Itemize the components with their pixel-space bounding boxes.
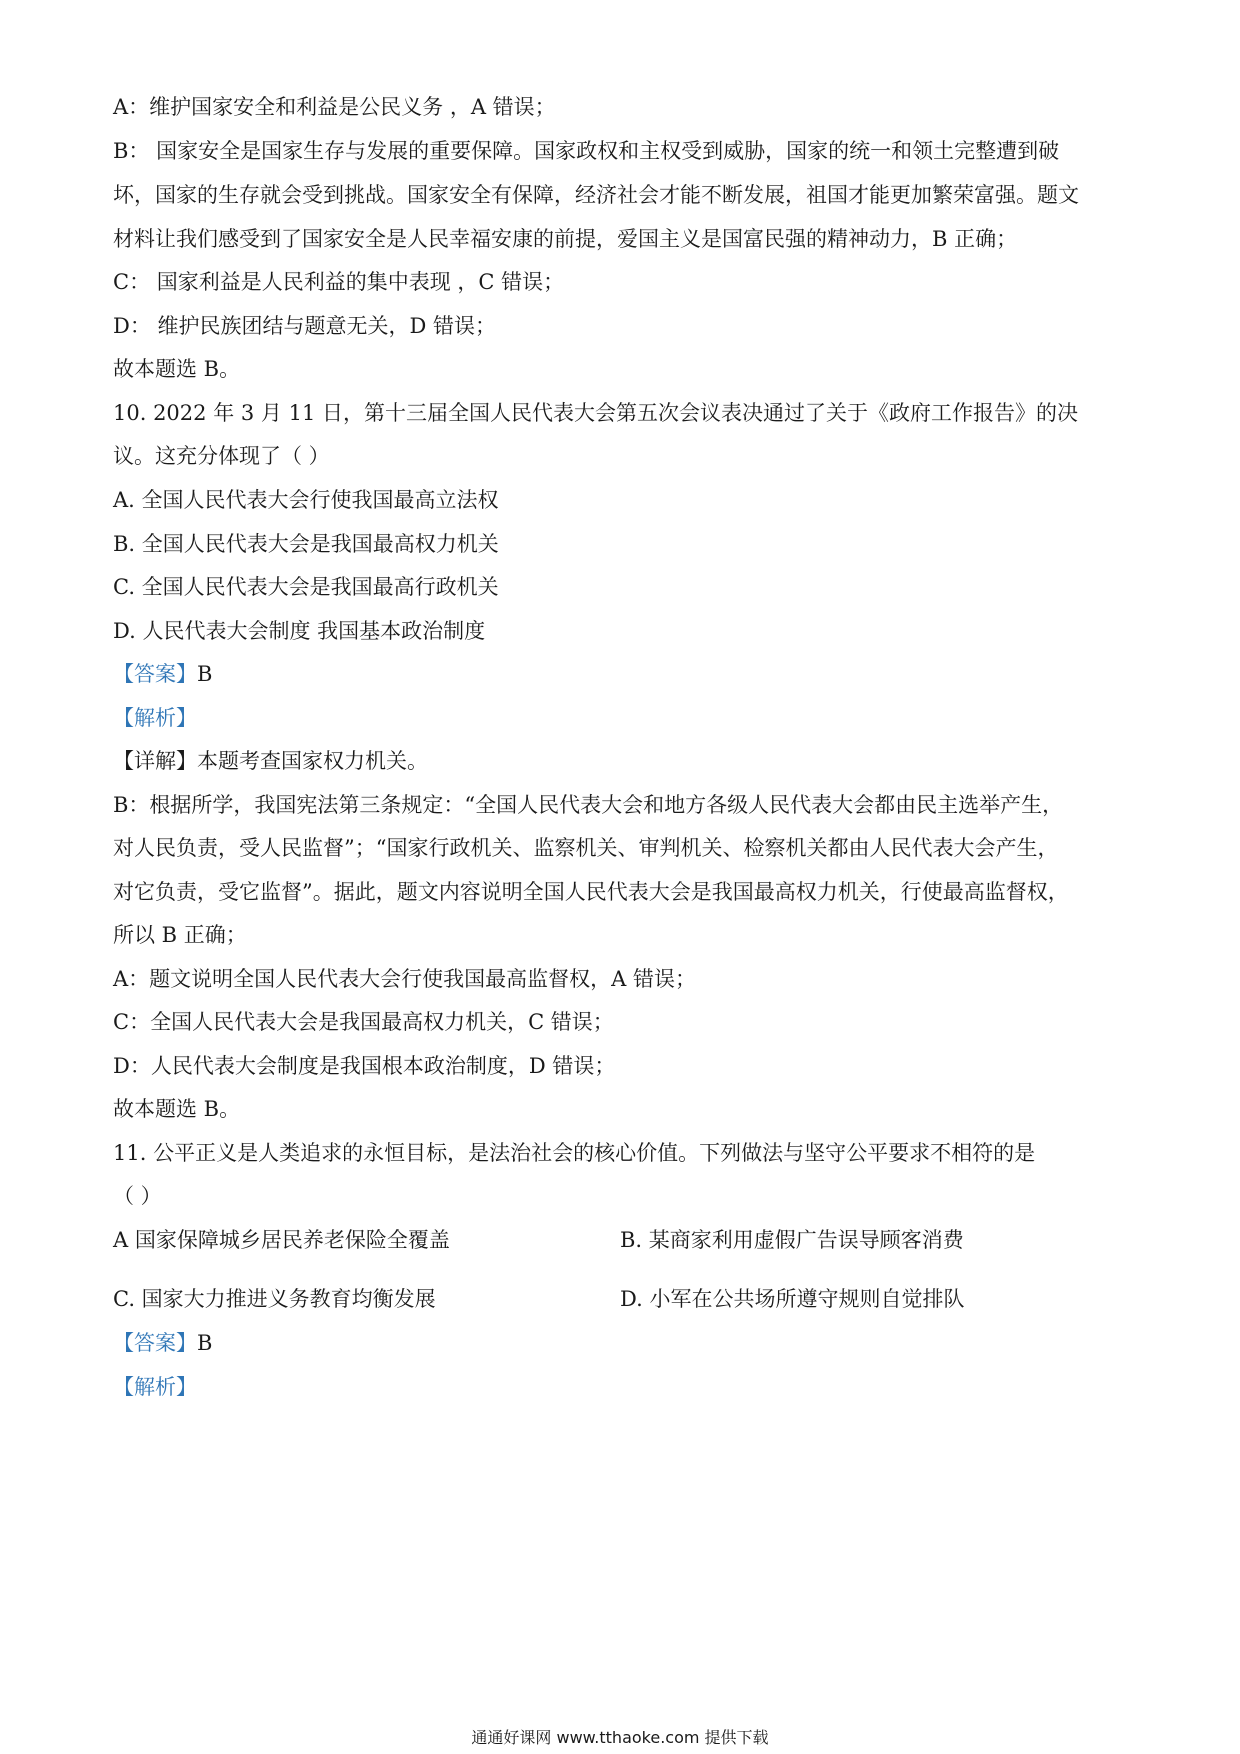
- q10-explanation-b-line4: 所以 B 正确；: [113, 923, 247, 947]
- q11-option-b: B. 某商家利用虚假广告误导顾客消费: [620, 1228, 964, 1252]
- q9-option-b-explanation-line2: 坏，国家的生存就会受到挑战。国家安全有保障，经济社会才能不断发展，祖国才能更加繁荣富强。题文: [113, 183, 1079, 207]
- q10-option-d: D. 人民代表大会制度 我国基本政治制度: [113, 619, 486, 643]
- q9-option-d-explanation: D： 维护民族团结与题意无关，D 错误；: [113, 314, 497, 338]
- q10-explanation-a: A：题文说明全国人民代表大会行使我国最高监督权，A 错误；: [113, 967, 697, 991]
- q11-answer: [113, 1328, 1133, 1358]
- q10-analysis-heading: [113, 703, 1133, 733]
- q10-stem-line2: 议。这充分体现了（ ）: [113, 444, 330, 468]
- q10-explanation-d: D：人民代表大会制度是我国根本政治制度，D 错误；: [113, 1054, 616, 1078]
- q9-option-b-explanation-line3: 材料让我们感受到了国家安全是人民幸福安康的前提，爱国主义是国富民强的精神动力，B 正确；: [113, 227, 1018, 251]
- page-footer: 通通好课网 www.tthaoke.com 提供下载: [471, 1728, 769, 1747]
- answer-value: B: [197, 1331, 213, 1355]
- q10-explanation-b-line2: 对人民负责，受人民监督”；“国家行政机关、监察机关、审判机关、检察机关都由人民代表大会产生，: [113, 836, 1059, 860]
- answer-label: 【答案】: [113, 1331, 197, 1355]
- q10-option-a: A. 全国人民代表大会行使我国最高立法权: [113, 488, 499, 512]
- answer-label: 【答案】: [113, 662, 197, 686]
- q11-option-c: C. 国家大力推进义务教育均衡发展: [113, 1287, 436, 1311]
- detail-text: 本题考查国家权力机关。: [197, 749, 428, 773]
- detail-label: 【详解】: [113, 749, 197, 773]
- q10-explanation-c: C：全国人民代表大会是我国最高权力机关，C 错误；: [113, 1010, 614, 1034]
- q10-option-c: C. 全国人民代表大会是我国最高行政机关: [113, 575, 499, 599]
- q11-stem-line1: 11. 公平正义是人类追求的永恒目标，是法治社会的核心价值。下列做法与坚守公平要求不相符的是: [113, 1141, 1036, 1165]
- q9-option-a-explanation: A：维护国家安全和利益是公民义务 ，A 错误；: [113, 95, 556, 119]
- q10-explanation-b-line1: B：根据所学，我国宪法第三条规定：“全国人民代表大会和地方各级人民代表大会都由民主选举产生，: [113, 793, 1064, 817]
- q11-option-d: D. 小军在公共场所遵守规则自觉排队: [620, 1287, 965, 1311]
- answer-value: B: [197, 662, 213, 686]
- analysis-label: 【解析】: [113, 1375, 197, 1399]
- q10-answer: [113, 659, 1133, 689]
- q11-stem-line2: （ ）: [113, 1184, 162, 1208]
- q10-option-b: B. 全国人民代表大会是我国最高权力机关: [113, 532, 499, 556]
- q9-option-b-explanation-line1: B： 国家安全是国家生存与发展的重要保障。国家政权和主权受到威胁，国家的统一和领土完整遭到破: [113, 139, 1060, 163]
- q11-analysis-heading: [113, 1372, 1133, 1402]
- q11-option-a: A 国家保障城乡居民养老保险全覆盖: [113, 1228, 450, 1252]
- q10-explanation-b-line3: 对它负责，受它监督”。据此，题文内容说明全国人民代表大会是我国最高权力机关，行使最高监督权，: [113, 880, 1069, 904]
- analysis-label: 【解析】: [113, 706, 197, 730]
- q9-option-c-explanation: C： 国家利益是人民利益的集中表现 ，C 错误；: [113, 270, 565, 294]
- q9-conclusion: 故本题选 B。: [113, 357, 241, 381]
- q10-conclusion: 故本题选 B。: [113, 1097, 241, 1121]
- q10-detail: [113, 746, 1133, 776]
- q10-stem-line1: 10. 2022 年 3 月 11 日，第十三届全国人民代表大会第五次会议表决通过了关于《政府工作报告》的决: [113, 401, 1078, 425]
